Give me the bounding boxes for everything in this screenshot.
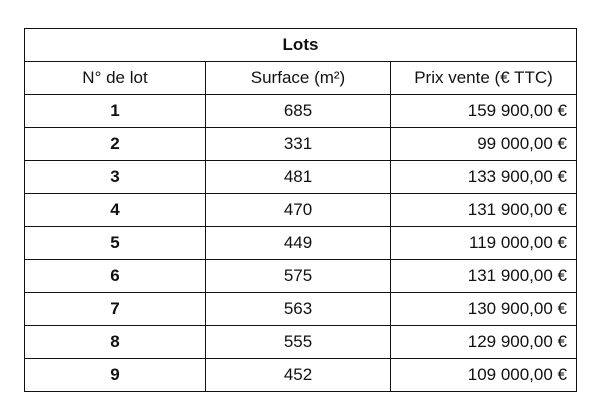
cell-surface: 481 xyxy=(206,161,391,194)
column-header-lot: N° de lot xyxy=(25,62,206,95)
cell-price: 131 900,00 € xyxy=(391,194,577,227)
cell-lot-number: 8 xyxy=(25,326,206,359)
table-row xyxy=(25,326,577,359)
table-row xyxy=(25,359,577,392)
cell-lot-number: 4 xyxy=(25,194,206,227)
table-header-row xyxy=(25,62,577,95)
table-title: Lots xyxy=(25,29,577,62)
cell-price: 99 000,00 € xyxy=(391,128,577,161)
cell-surface: 470 xyxy=(206,194,391,227)
cell-surface: 331 xyxy=(206,128,391,161)
table-title-row xyxy=(25,29,577,62)
cell-surface: 685 xyxy=(206,95,391,128)
table-row xyxy=(25,260,577,293)
cell-price: 130 900,00 € xyxy=(391,293,577,326)
cell-lot-number: 3 xyxy=(25,161,206,194)
table-row xyxy=(25,227,577,260)
cell-surface: 452 xyxy=(206,359,391,392)
column-header-prix: Prix vente (€ TTC) xyxy=(391,62,577,95)
cell-price: 159 900,00 € xyxy=(391,95,577,128)
lots-table xyxy=(24,28,577,392)
cell-price: 131 900,00 € xyxy=(391,260,577,293)
column-header-surface: Surface (m²) xyxy=(206,62,391,95)
table-row xyxy=(25,161,577,194)
cell-surface: 563 xyxy=(206,293,391,326)
table-row xyxy=(25,95,577,128)
cell-price: 109 000,00 € xyxy=(391,359,577,392)
cell-lot-number: 5 xyxy=(25,227,206,260)
cell-price: 119 000,00 € xyxy=(391,227,577,260)
table-row xyxy=(25,128,577,161)
cell-lot-number: 1 xyxy=(25,95,206,128)
table-row xyxy=(25,194,577,227)
cell-price: 133 900,00 € xyxy=(391,161,577,194)
cell-price: 129 900,00 € xyxy=(391,326,577,359)
cell-surface: 575 xyxy=(206,260,391,293)
cell-lot-number: 2 xyxy=(25,128,206,161)
cell-lot-number: 9 xyxy=(25,359,206,392)
cell-lot-number: 6 xyxy=(25,260,206,293)
cell-surface: 555 xyxy=(206,326,391,359)
cell-lot-number: 7 xyxy=(25,293,206,326)
cell-surface: 449 xyxy=(206,227,391,260)
table-row xyxy=(25,293,577,326)
